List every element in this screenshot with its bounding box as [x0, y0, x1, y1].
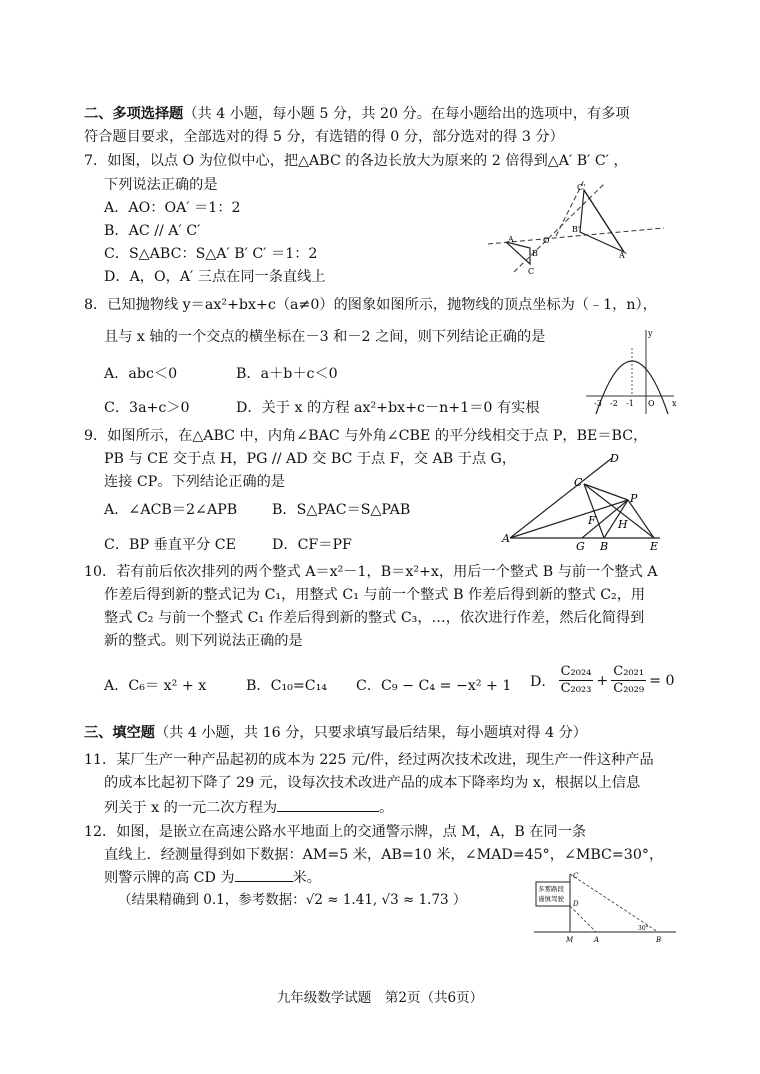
q8-stem2: 且与 x 轴的一个交点的横坐标在－3 和－2 之间，则下列结论正确的是	[104, 329, 546, 345]
q7-fig-label-b: B	[532, 249, 538, 258]
q7-option-d: D．A，O，A′ 三点在同一条直线上	[104, 269, 326, 285]
section2-desc1: （共 4 小题，每小题 5 分，共 20 分。在每小题给出的选项中，有多项	[183, 106, 630, 122]
q7-figure	[486, 176, 666, 282]
q10-option-d-fraction-2	[611, 664, 646, 697]
q10-stem1: 10．若有前后依次排列的两个整式 A＝x²－1，B＝x²+x，用后一个整式 B 与前一个整式 A	[84, 564, 658, 580]
q8-fig-label-m1: -1	[626, 399, 634, 408]
q12-fig-label-b: B	[656, 936, 662, 944]
q9-fig-label-g: G	[576, 540, 585, 552]
q8-option-d: D．关于 x 的方程 ax²+bx+c－n+1＝0 有实根	[236, 400, 540, 416]
q9-stem3: 连接 CP。下列结论正确的是	[104, 474, 285, 490]
q10-option-d-plus: +	[596, 672, 609, 689]
q9-option-a: A．∠ACB＝2∠APB	[104, 502, 238, 518]
q10-option-d-prefix: D．	[530, 673, 556, 690]
q8-fig-label-m2: -2	[610, 399, 618, 408]
q8-fig-label-o: O	[648, 399, 655, 408]
q7-option-c: C．S△ABC：S△A′ B′ C′ ＝1：2	[104, 246, 318, 262]
q12-figure	[530, 866, 680, 944]
q7-fig-label-b1: B'	[572, 225, 581, 234]
q12-fig-label-c: C	[573, 872, 579, 880]
q8-option-c: C．3a+c＞0	[104, 400, 190, 416]
q10-stem3: 整式 C₂ 与前一个整式 C₁ 作差后得到新的整式 C₃，…，依次进行作差，然后化简得到	[104, 610, 645, 626]
q9-fig-label-f: F	[588, 514, 596, 527]
q10-option-c: C．C₉ − C₄ = −x² + 1	[356, 678, 512, 694]
q7-fig-label-o: O	[543, 236, 550, 245]
q7-option-b: B．AC // A′ C′	[104, 223, 201, 239]
page-footer: 九年级数学试题 第2页（共6页）	[276, 990, 484, 1006]
q10-option-d-suffix: = 0	[649, 672, 675, 689]
q12-fig-label-m: M	[566, 936, 574, 944]
q10-option-d-fraction-1	[559, 664, 594, 697]
section2-desc2: 符合题目要求，全部选对的得 5 分，有选错的得 0 分，部分选对的得 3 分）	[84, 129, 564, 145]
q9-fig-label-c: C	[574, 476, 583, 489]
q12-sign-text-2: 谨慎驾驶	[538, 895, 564, 903]
q9-fig-label-d: D	[610, 452, 619, 465]
q11-stem1: 11．某厂生产一种产品起初的成本为 225 元/件，经过两次技术改进，现生产一件这种产品	[84, 752, 654, 768]
q12-stem3-line	[104, 867, 321, 888]
q11-stem3-line	[104, 797, 393, 818]
q10-stem4: 新的整式。则下列说法正确的是	[104, 633, 303, 649]
q12-sign-text-1: 多雾路段	[538, 885, 564, 893]
q9-option-c: C．BP 垂直平分 CE	[104, 537, 236, 553]
q10-d-f1-den: C₂₀₂₃	[560, 681, 592, 696]
q12-fig-label-d: D	[573, 900, 579, 908]
q12-answer-blank[interactable]	[235, 867, 293, 882]
q10-option-a: A．C₆＝ x² + x	[104, 678, 207, 694]
section3-title: 三、填空题	[84, 725, 155, 741]
q7-stem1: 7．如图，以点 O 为位似中心，把△ABC 的各边长放大为原来的 2 倍得到△A′ B′ C′ ，	[84, 153, 628, 169]
q11-stem2: 的成本比起初下降了 29 元，设每次技术改进产品的成本下降率均为 x，根据以上信息	[104, 775, 641, 791]
q10-option-b: B．C₁₀=C₁₄	[246, 678, 327, 694]
q9-fig-label-e: E	[650, 540, 659, 552]
q9-fig-label-p: P	[630, 492, 638, 505]
q12-stem3-end: 米。	[292, 870, 321, 886]
section3-header	[84, 723, 587, 743]
q12-fig-label-a: A	[594, 936, 600, 944]
q10-d-f2-den: C₂₀₂₉	[613, 681, 645, 696]
q7-fig-label-a1: A'	[619, 251, 627, 260]
q9-fig-label-a: A	[502, 532, 510, 545]
q8-fig-label-y: y	[648, 329, 653, 338]
q12-stem2: 直线上．经测量得到如下数据：AM=5 米，AB=10 米，∠MAD=45°，∠MBC=30°，	[104, 847, 664, 863]
q8-option-a: A．abc＜0	[104, 366, 178, 382]
q7-option-a: A．AO：OA′ ＝1：2	[104, 200, 241, 216]
q11-stem3: 列关于 x 的一元二次方程为	[104, 800, 278, 816]
q12-stem4: （结果精确到 0.1，参考数据：√2 ≈ 1.41, √3 ≈ 1.73 ）	[118, 892, 467, 908]
q9-stem1: 9．如图所示，在△ABC 中，内角∠BAC 与外角∠CBE 的平分线相交于点 P，BE＝BC，	[84, 428, 648, 444]
q7-fig-label-a: A	[508, 235, 514, 244]
section2-title: 二、多项选择题	[84, 106, 184, 122]
q12-fig-label-angle: 30°	[638, 925, 649, 932]
q7-stem2: 下列说法正确的是	[104, 177, 218, 193]
q8-fig-label-m3: -3	[594, 399, 602, 408]
q9-fig-label-h: H	[618, 518, 628, 531]
q9-option-b: B．S△PAC＝S△PAB	[272, 502, 411, 518]
q10-option-d	[530, 664, 675, 697]
q11-answer-blank[interactable]	[277, 797, 379, 812]
q9-option-d: D．CF＝PF	[272, 537, 352, 553]
section2-header	[84, 104, 630, 124]
q8-option-b: B．a＋b＋c＜0	[236, 366, 338, 382]
q12-stem1: 12．如图，是嵌立在高速公路水平地面上的交通警示牌，点 M，A，B 在同一条	[84, 824, 587, 840]
q8-figure	[584, 328, 680, 416]
q12-stem3: 则警示牌的高 CD 为	[104, 870, 235, 886]
section3-desc: （共 4 小题，共 16 分，只要求填写最后结果，每小题填对得 4 分）	[154, 725, 587, 741]
q7-fig-label-c1: C'	[577, 183, 586, 192]
q9-stem2: PB 与 CE 交于点 H，PG // AD 交 BC 于点 F，交 AB 于点 G，	[104, 451, 517, 467]
q8-fig-label-x: x	[672, 399, 677, 408]
q9-figure	[500, 452, 672, 552]
q7-fig-label-c: C	[528, 267, 535, 276]
q10-d-f1-num: C₂₀₂₄	[560, 664, 592, 679]
q9-fig-label-b: B	[600, 540, 609, 552]
q11-stem3-end: 。	[379, 800, 394, 816]
q10-stem2: 作差后得到新的整式记为 C₁，用整式 C₁ 与前一个整式 B 作差后得到新的整式 C₂，用	[104, 587, 646, 603]
q10-d-f2-num: C₂₀₂₁	[613, 664, 645, 679]
q8-stem1: 8．已知抛物线 y＝ax²+bx+c（a≠0）的图象如图所示，抛物线的顶点坐标为（﹣1，n），	[84, 297, 657, 313]
